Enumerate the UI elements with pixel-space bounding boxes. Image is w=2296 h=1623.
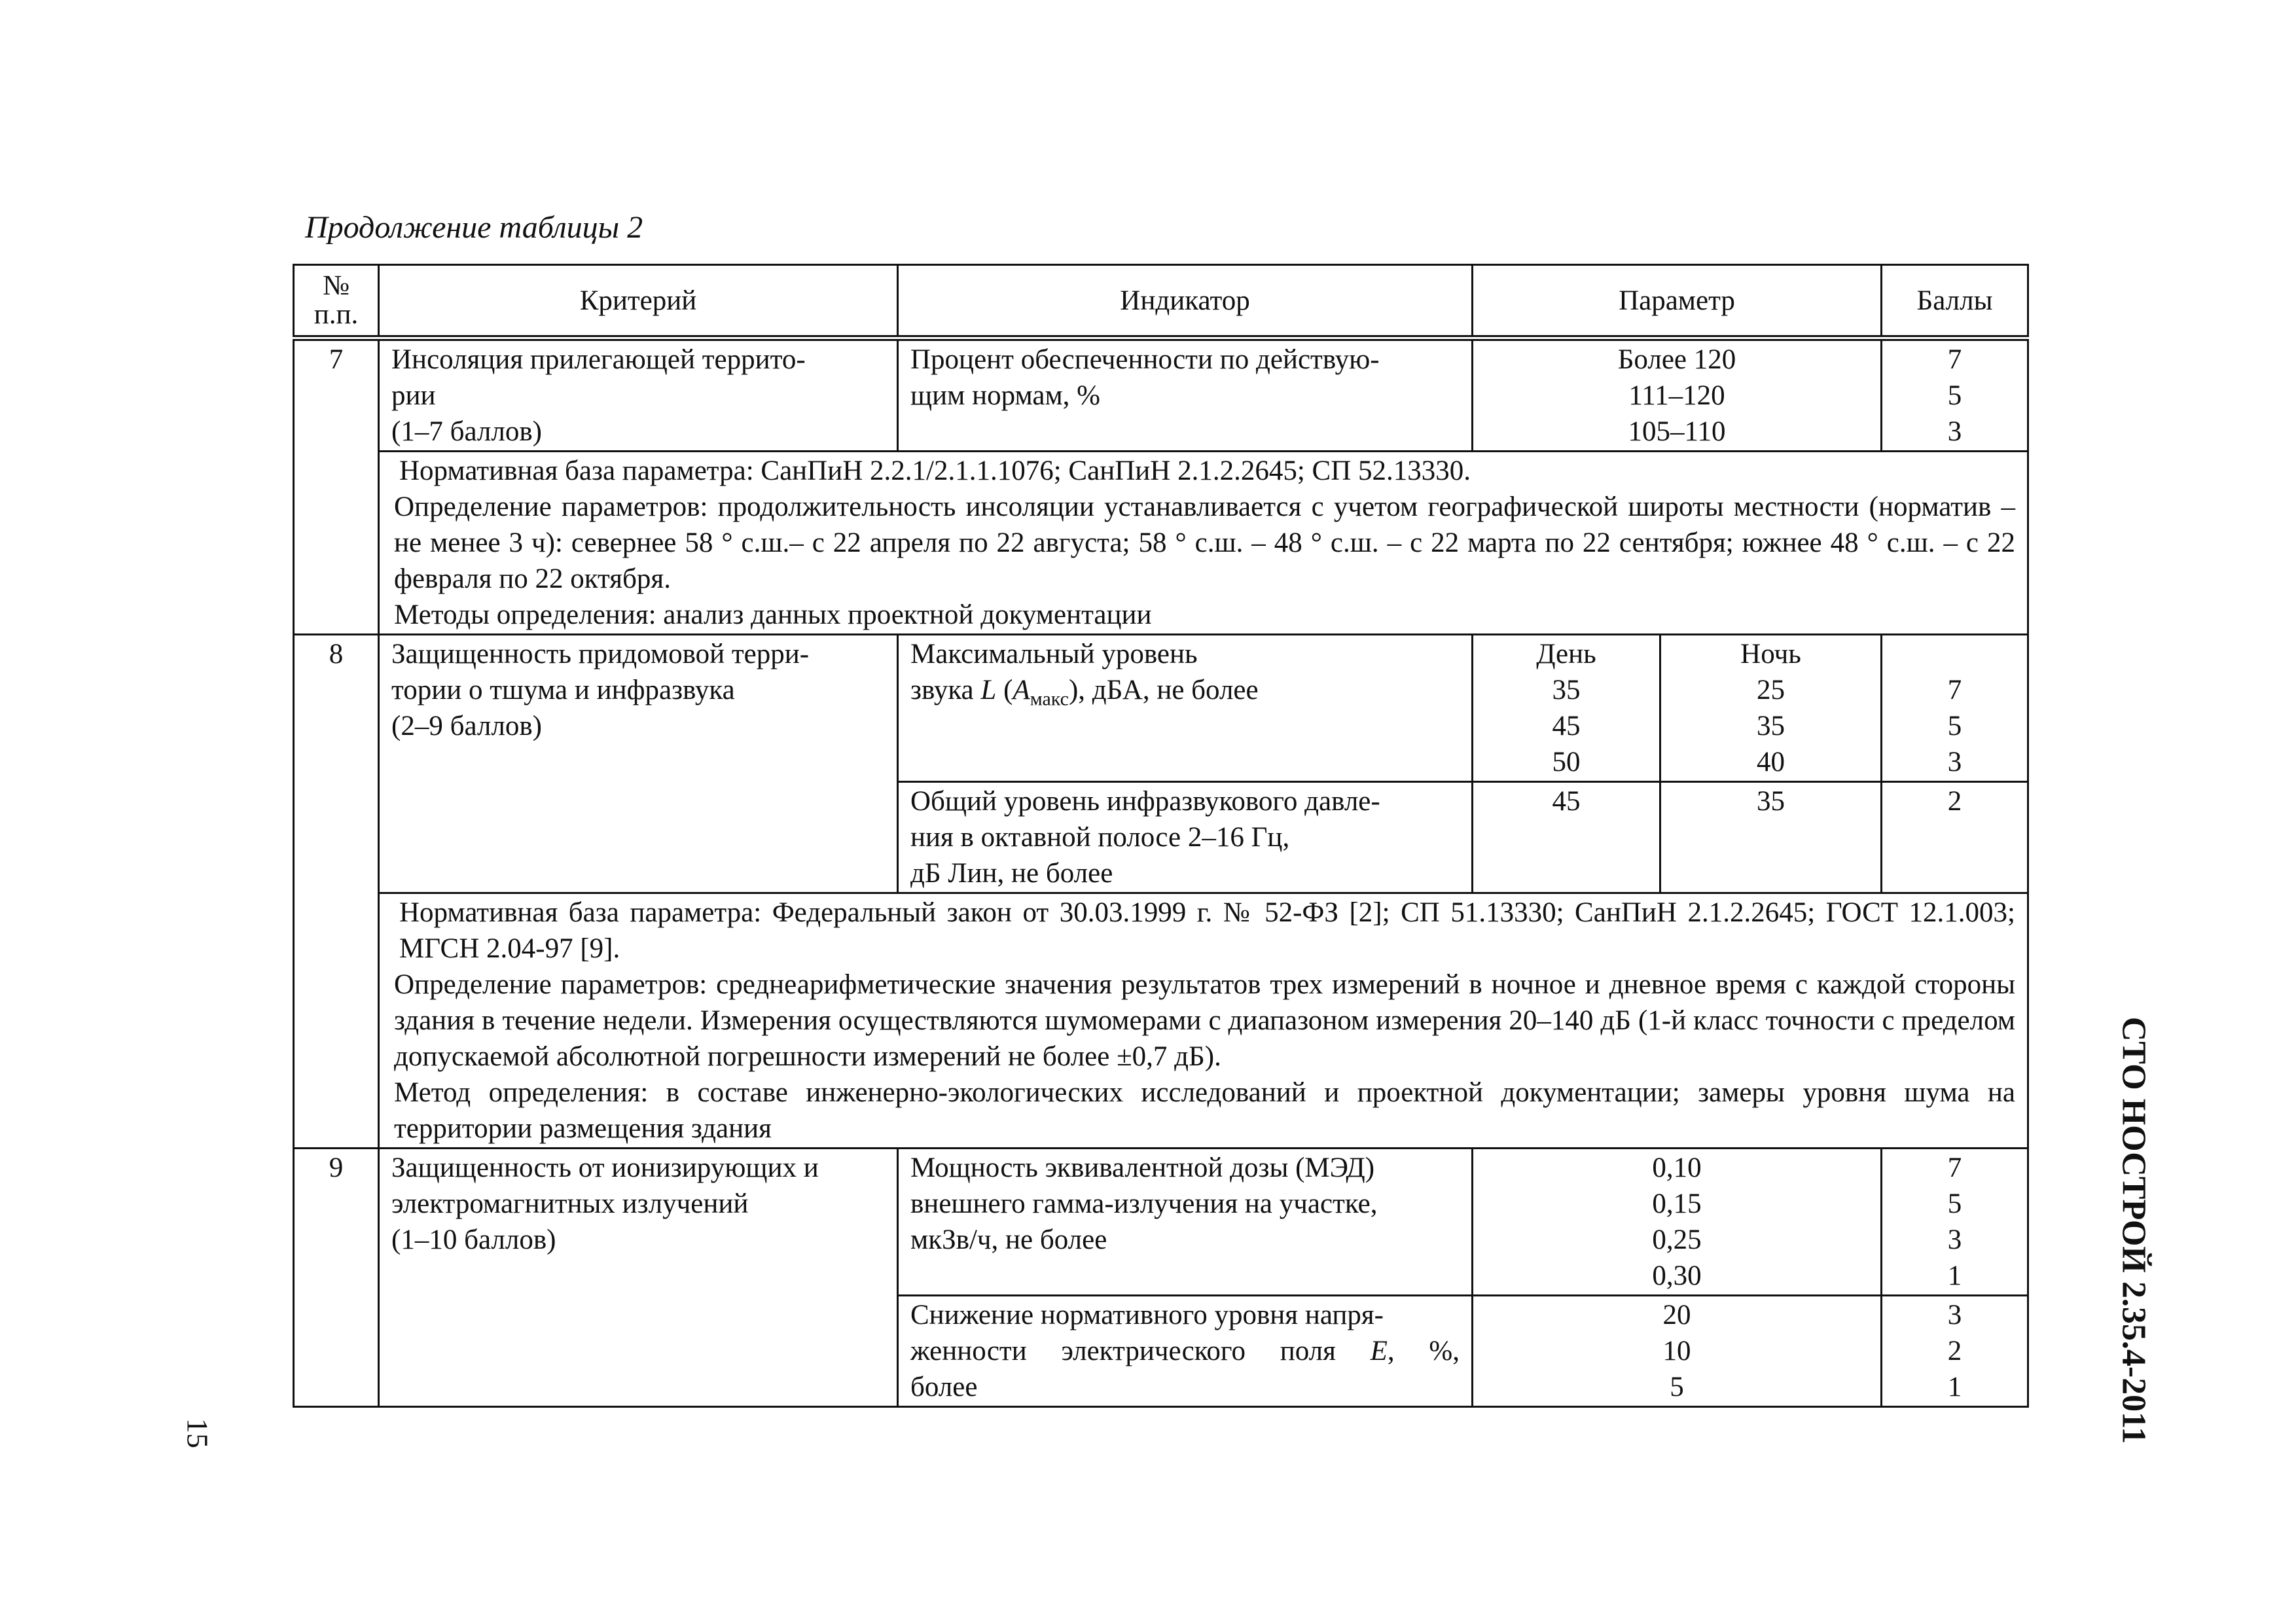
text-fragment: звука bbox=[910, 675, 981, 705]
row8-criterion-line: (2–9 баллов) bbox=[391, 711, 542, 741]
row7-indicator-line: Процент обеспеченности по действую- bbox=[910, 344, 1380, 375]
header-points: Баллы bbox=[1882, 265, 2028, 338]
row9-electric-points bbox=[1882, 1296, 2028, 1407]
row8-point: 7 bbox=[1947, 675, 1962, 705]
row8-night-value: 40 bbox=[1757, 747, 1785, 777]
page-number bbox=[178, 1407, 217, 1459]
row8-note-base: Нормативная база параметра: Федеральный закон от 30.03.1999 г. № 52-ФЗ [2]; СП 51.13330; СанПиН 2.1.2.2645; ГОСТ 12.1.003; МГСН 2.04-97 [9]. bbox=[399, 897, 2015, 964]
row8-day-value: 35 bbox=[1552, 675, 1581, 705]
document-code-text: СТО НОСТРОЙ 2.35.4-2011 bbox=[2115, 1016, 2153, 1444]
row7-notes-row bbox=[294, 452, 2028, 635]
row8-night-value: 35 bbox=[1757, 711, 1785, 741]
header-number-line1: № bbox=[322, 270, 350, 301]
row8-note-definition: Определение параметров: среднеарифметические значения результатов трех измерений в ночное и дневное время с каждой стороны здания в течение недели. Измерения осуществляются шумомерами с диапазоном измерения 20–140 дБ (1-й класс точности с пределом допускаемой абсолютной погрешности измерений не более ±0,7 дБ). bbox=[394, 969, 2015, 1072]
row7-criterion-line: рии bbox=[391, 380, 436, 411]
row8-number: 8 bbox=[294, 635, 379, 1149]
row8-day-value: 50 bbox=[1552, 747, 1581, 777]
row7-point: 5 bbox=[1947, 380, 1962, 411]
night-label: Ночь bbox=[1740, 639, 1801, 669]
text-fragment: , %, bbox=[1387, 1336, 1460, 1366]
row9-param: 10 bbox=[1662, 1336, 1691, 1366]
row9-gamma-points bbox=[1882, 1149, 2028, 1296]
row8-infrasound-points: 2 bbox=[1882, 782, 2028, 893]
row8-criterion bbox=[379, 635, 898, 893]
table-row-7 bbox=[294, 338, 2028, 452]
row8-indicator-infrasound-line: дБ Лин, не более bbox=[910, 858, 1113, 889]
row8-day-value: 45 bbox=[1552, 711, 1581, 741]
criteria-table bbox=[293, 264, 2029, 1408]
row7-points bbox=[1882, 338, 2028, 452]
header-indicator: Индикатор bbox=[898, 265, 1473, 338]
row9-point: 2 bbox=[1947, 1336, 1962, 1366]
text-fragment: ), дБА, не более bbox=[1068, 675, 1259, 705]
row9-point: 3 bbox=[1947, 1300, 1962, 1330]
row9-param: 5 bbox=[1670, 1372, 1684, 1402]
row9-indicator-gamma-line: мкЗв/ч, не более bbox=[910, 1224, 1107, 1255]
row9-point: 3 bbox=[1947, 1224, 1962, 1255]
row9-point: 5 bbox=[1947, 1188, 1962, 1219]
row8-point: 3 bbox=[1947, 747, 1962, 777]
subscript-max: макс bbox=[1030, 688, 1069, 710]
row8-indicator-infrasound-line: Общий уровень инфразвукового давле- bbox=[910, 786, 1380, 817]
row9-indicator-gamma-line: Мощность эквивалентной дозы (МЭД) bbox=[910, 1152, 1375, 1183]
header-number bbox=[294, 265, 379, 338]
row7-point: 3 bbox=[1947, 416, 1962, 447]
row9-indicator-electric-line bbox=[910, 1333, 1460, 1369]
row9-param: 0,10 bbox=[1652, 1152, 1702, 1183]
row8-night-value: 25 bbox=[1757, 675, 1785, 705]
row8-notes-row bbox=[294, 893, 2028, 1149]
row9-number: 9 bbox=[294, 1149, 379, 1407]
row9-criterion bbox=[379, 1149, 898, 1407]
row9-indicator-gamma bbox=[898, 1149, 1473, 1296]
row8-criterion-line: тории о тшума и инфразвука bbox=[391, 675, 735, 705]
row8-indicator-sound-line: Максимальный уровень bbox=[910, 639, 1198, 669]
row7-param: 111–120 bbox=[1628, 380, 1725, 411]
row9-criterion-line: (1–10 баллов) bbox=[391, 1224, 556, 1255]
row7-note-base: Нормативная база параметра: СанПиН 2.2.1/2.1.1.1076; СанПиН 2.1.2.2645; СП 52.13330. bbox=[399, 455, 1471, 486]
row9-indicator-electric-line: Снижение нормативного уровня напря- bbox=[910, 1300, 1384, 1330]
symbol-a: A bbox=[1013, 675, 1030, 705]
row7-criterion-line: (1–7 баллов) bbox=[391, 416, 542, 447]
row9-electric-params bbox=[1473, 1296, 1882, 1407]
table-row-8 bbox=[294, 635, 2028, 782]
row9-criterion-line: Защищенность от ионизирующих и bbox=[391, 1152, 819, 1183]
row7-notes bbox=[379, 452, 2028, 635]
day-label: День bbox=[1536, 639, 1596, 669]
row7-criterion bbox=[379, 338, 898, 452]
row7-number: 7 bbox=[294, 338, 379, 635]
document-code-side-title bbox=[2108, 1016, 2160, 1444]
row8-infrasound-night: 35 bbox=[1660, 782, 1882, 893]
row8-indicator-infrasound bbox=[898, 782, 1473, 893]
row9-point: 1 bbox=[1947, 1260, 1962, 1291]
row7-param: 105–110 bbox=[1628, 416, 1726, 447]
row7-indicator bbox=[898, 338, 1473, 452]
row8-criterion-line: Защищенность придомовой терри- bbox=[391, 639, 810, 669]
row9-indicator-electric bbox=[898, 1296, 1473, 1407]
header-number-line2: п.п. bbox=[314, 299, 359, 330]
row7-point: 7 bbox=[1947, 344, 1962, 375]
page-number-text: 15 bbox=[181, 1418, 215, 1448]
row7-note-methods: Методы определения: анализ данных проектной документации bbox=[394, 599, 1152, 630]
row9-point: 7 bbox=[1947, 1152, 1962, 1183]
row9-gamma-params bbox=[1473, 1149, 1882, 1296]
symbol-e: E bbox=[1370, 1336, 1388, 1366]
row8-infrasound-day: 45 bbox=[1473, 782, 1660, 893]
row8-indicator-sound-line bbox=[910, 672, 1460, 708]
text-fragment: ( bbox=[996, 675, 1013, 705]
row9-point: 1 bbox=[1947, 1372, 1962, 1402]
row8-indicator-infrasound-line: ния в октавной полосе 2–16 Гц, bbox=[910, 822, 1290, 853]
row9-indicator-electric-line: более bbox=[910, 1372, 978, 1402]
row9-param: 0,15 bbox=[1652, 1188, 1702, 1219]
row8-notes bbox=[379, 893, 2028, 1149]
row7-parameters bbox=[1473, 338, 1882, 452]
row9-indicator-gamma-line: внешнего гамма-излучения на участке, bbox=[910, 1188, 1378, 1219]
row9-param: 0,25 bbox=[1652, 1224, 1702, 1255]
text-fragment: женности электрического поля bbox=[910, 1336, 1371, 1366]
header-parameter: Параметр bbox=[1473, 265, 1882, 338]
row9-param: 0,30 bbox=[1652, 1260, 1702, 1291]
row8-point: 5 bbox=[1947, 711, 1962, 741]
row8-points-sound bbox=[1882, 635, 2028, 782]
row9-param: 20 bbox=[1662, 1300, 1691, 1330]
row8-indicator-sound bbox=[898, 635, 1473, 782]
row8-note-methods: Метод определения: в составе инженерно-экологических исследований и проектной документации; замеры уровня шума на территории размещения здания bbox=[394, 1077, 2015, 1144]
symbol-l: L bbox=[980, 675, 997, 705]
table-row-9 bbox=[294, 1149, 2028, 1296]
table-header-row bbox=[294, 265, 2028, 338]
row9-criterion-line: электромагнитных излучений bbox=[391, 1188, 749, 1219]
row8-night-values bbox=[1660, 635, 1882, 782]
row7-indicator-line: щим нормам, % bbox=[910, 380, 1100, 411]
row7-note-definition: Определение параметров: продолжительность инсоляции устанавливается с учетом географической широты местности (норматив – не менее 3 ч): севернее 58 ° с.ш.– с 22 апреля по 22 августа; 58 ° с.ш. – 48 ° с.ш. – с 22 марта по 22 сентября; южнее 48 ° с.ш. – с 22 февраля по 22 октября. bbox=[394, 491, 2015, 594]
table-caption: Продолжение таблицы 2 bbox=[305, 210, 643, 245]
row8-day-values bbox=[1473, 635, 1660, 782]
row7-criterion-line: Инсоляция прилегающей террито- bbox=[391, 344, 806, 375]
row7-param: Более 120 bbox=[1617, 344, 1736, 375]
header-criterion: Критерий bbox=[379, 265, 898, 338]
